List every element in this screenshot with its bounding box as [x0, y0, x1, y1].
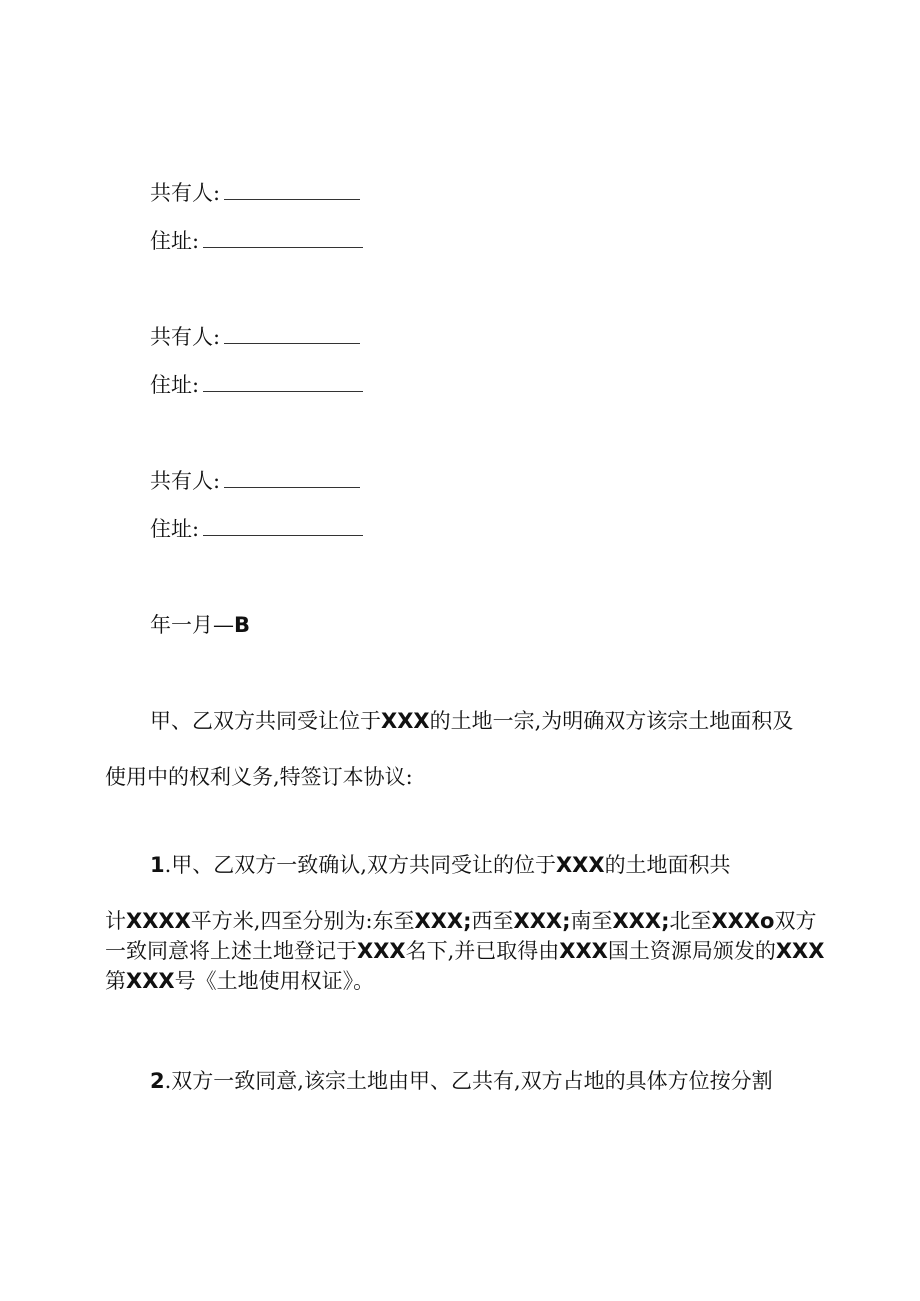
clause-text: 西至 [471, 909, 514, 933]
separator: ; [562, 909, 571, 933]
placeholder-xxx: XXX [126, 969, 175, 993]
address-row-3 [150, 515, 363, 543]
clause-text: 平方米,四至分别为:东至 [190, 909, 415, 933]
clause-2-line-1 [150, 1067, 773, 1095]
owner-row-1 [150, 179, 360, 207]
placeholder-xxx: XXX [414, 909, 464, 933]
address-row-1 [150, 227, 363, 255]
clause-number: 2 [150, 1069, 165, 1093]
placeholder-xxx: XXX [513, 909, 563, 933]
clause-1-line-4 [105, 967, 374, 995]
clause-text: 北至 [669, 909, 712, 933]
owner-blank-line [224, 181, 360, 200]
clause-text: 名下,并已取得由 [405, 939, 560, 963]
intro-text: 的土地一宗,为明确双方该宗土地面积及 [429, 709, 794, 733]
intro-line-1 [150, 707, 793, 735]
clause-text: 南至 [570, 909, 613, 933]
clause-text: 号《土地使用权证》。 [174, 969, 375, 993]
clause-1-line-2 [105, 907, 816, 935]
clause-text: 计 [105, 909, 126, 933]
owner-row-3 [150, 467, 360, 495]
placeholder-xxx: XXX [612, 909, 662, 933]
intro-text: 使用中的权利义务,特签订本协议: [105, 765, 413, 789]
owner-label: 共有人: [150, 325, 221, 349]
separator: ; [661, 909, 670, 933]
placeholder-xxx: XXX [555, 853, 605, 877]
address-row-2 [150, 371, 363, 399]
placeholder-xxx: XXX [559, 939, 608, 963]
clause-text: 一致同意将上述土地登记于 [105, 939, 357, 963]
address-label: 住址: [150, 373, 200, 397]
date-text: 年一月— [150, 613, 234, 637]
owner-label: 共有人: [150, 469, 221, 493]
address-blank-line [203, 373, 363, 392]
intro-text: 甲、乙双方共同受让位于 [150, 709, 381, 733]
clause-text: 国土资源局颁发的 [607, 939, 776, 963]
clause-1-line-1 [150, 851, 731, 879]
clause-text: .甲、乙双方一致确认,双方共同受让的位于 [164, 853, 556, 877]
placeholder-xxx: XXXo [711, 909, 775, 933]
placeholder-xxx: XXX [775, 939, 825, 963]
address-label: 住址: [150, 517, 200, 541]
placeholder-xxx: XXX [381, 709, 430, 733]
clause-1-line-3 [105, 937, 824, 965]
intro-line-2 [105, 763, 413, 791]
owner-blank-line [224, 469, 360, 488]
placeholder-xxx: XXXX [126, 909, 191, 933]
date-tail: B [234, 613, 251, 637]
clause-text: 第 [105, 969, 126, 993]
clause-text: 双方 [774, 909, 817, 933]
address-blank-line [203, 517, 363, 536]
address-label: 住址: [150, 229, 200, 253]
placeholder-xxx: XXX [357, 939, 406, 963]
owner-label: 共有人: [150, 181, 221, 205]
address-blank-line [203, 229, 363, 248]
clause-text: .双方一致同意,该宗土地由甲、乙共有,双方占地的具体方位按分割 [164, 1069, 773, 1093]
owner-blank-line [224, 325, 360, 344]
clause-text: 的土地面积共 [604, 853, 731, 877]
clause-number: 1 [150, 853, 165, 877]
owner-row-2 [150, 323, 360, 351]
date-line [150, 611, 250, 639]
separator: ; [463, 909, 472, 933]
